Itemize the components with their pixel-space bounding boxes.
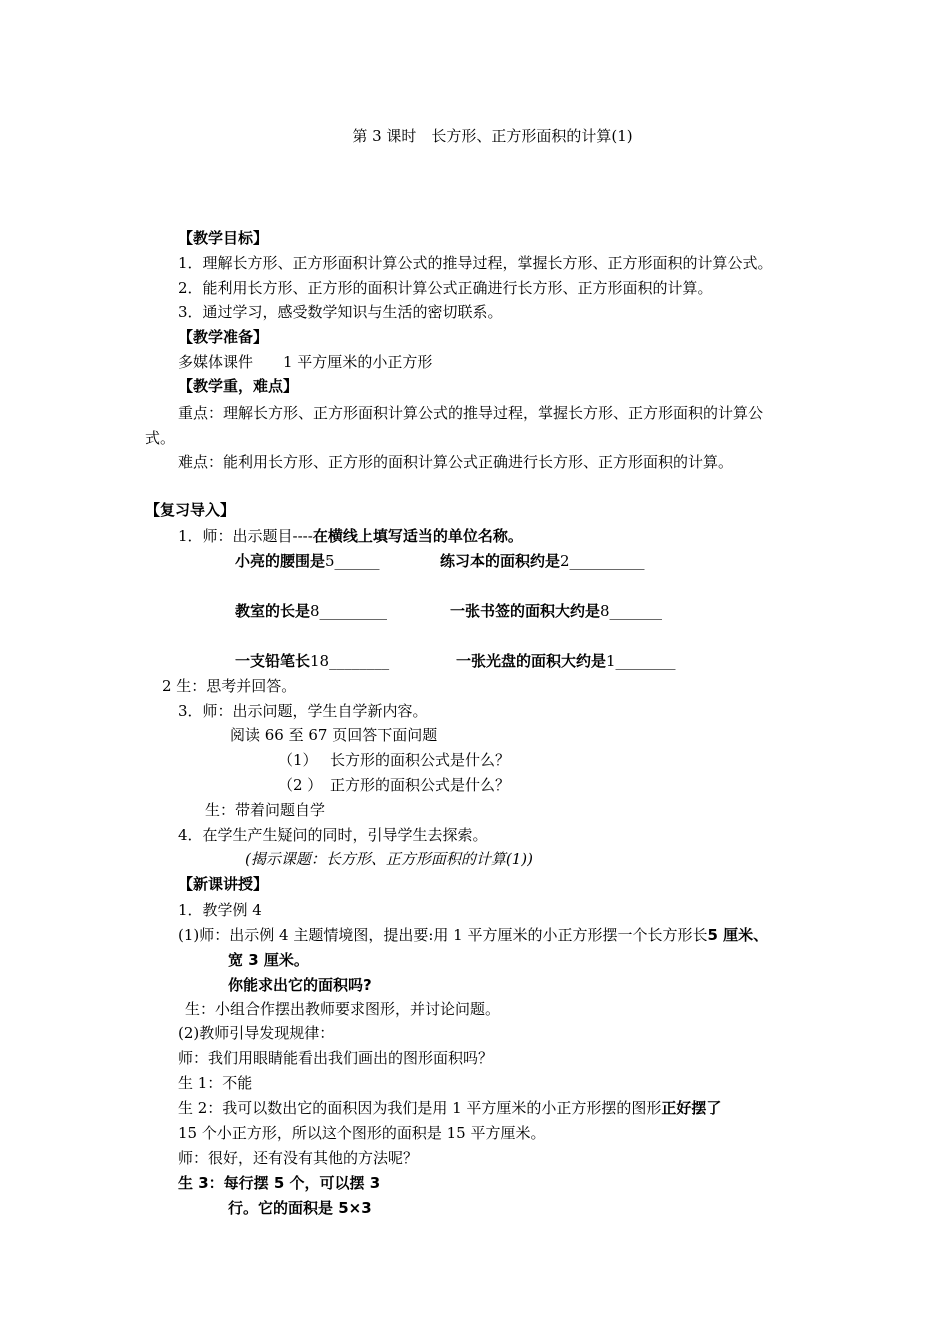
key-point-line: 式。 (145, 429, 176, 447)
key-heading: 【教学重，难点】 (178, 377, 299, 395)
student-2-bold: 正好摆了 (661, 1099, 722, 1117)
question-disc (456, 651, 676, 671)
question-classroom (235, 601, 387, 621)
goal-item: 3．通过学习，感受数学知识与生活的密切联系。 (178, 303, 503, 321)
example-title: 1．教学例 4 (178, 901, 262, 919)
review-heading: 【复习导入】 (145, 501, 236, 519)
paragraph-2: (2)教师引导发现规律： (178, 1024, 335, 1042)
read-instruction: 阅读 66 至 67 页回答下面问题 (230, 726, 438, 744)
student-2-text: 生 2：我可以数出它的面积因为我们是用 1 平方厘米的小正方形摆的图形 (178, 1099, 662, 1117)
question-blank: 8_________ (310, 602, 388, 620)
prep-text: 多媒体课件 1 平方厘米的小正方形 (178, 353, 433, 371)
question-label: 一张书签的面积大约是 (450, 602, 601, 620)
student-2-answer (178, 1098, 721, 1118)
newlesson-heading: 【新课讲授】 (178, 875, 269, 893)
question-pencil (235, 651, 389, 671)
paragraph-1 (178, 925, 768, 945)
review-item-4: 4．在学生产生疑问的同时，引导学生去探索。 (178, 826, 488, 844)
review-item-1-bold: 在横线上填写适当的单位名称。 (312, 527, 523, 545)
student-3-answer-line-2: 行。它的面积是 5×3 (228, 1199, 372, 1217)
sub-question-2-number: （2 ） (278, 776, 323, 794)
goals-heading: 【教学目标】 (178, 229, 269, 247)
review-item-2: 2 生：思考并回答。 (162, 677, 297, 695)
goal-item: 2．能利用长方形、正方形的面积计算公式正确进行长方形、正方形面积的计算。 (178, 279, 713, 297)
question-bookmark (450, 601, 662, 621)
sub-question-1: 长方形的面积公式是什么？ (330, 751, 511, 769)
key-point-line: 重点：理解长方形、正方形面积计算公式的推导过程，掌握长方形、正方形面积的计算公 (178, 404, 764, 422)
difficult-point: 难点：能利用长方形、正方形的面积计算公式正确进行长方形、正方形面积的计算。 (178, 453, 734, 471)
review-item-3: 3．师：出示问题，学生自学新内容。 (178, 702, 428, 720)
goal-item: 1．理解长方形、正方形面积计算公式的推导过程，掌握长方形、正方形面积的计算公式。 (178, 254, 773, 272)
student-self-study: 生：带着问题自学 (205, 801, 326, 819)
prep-heading: 【教学准备】 (178, 328, 269, 346)
paragraph-1-text: (1)师：出示例 4 主题情境图，提出要:用 1 平方厘米的小正方形摆一个长方形长 (178, 926, 708, 944)
student-3-answer: 生 3：每行摆 5 个，可以摆 3 (178, 1174, 381, 1192)
question-blank: 2__________ (560, 552, 645, 570)
student-group-work: 生：小组合作摆出教师要求图形，并讨论问题。 (185, 1000, 501, 1018)
sub-question-2: 正方形的面积公式是什么？ (330, 776, 511, 794)
paragraph-1-bold: 5 厘米、 (707, 926, 769, 944)
question-label: 教室的长是 (235, 602, 311, 620)
teacher-question-1: 师：我们用眼睛能看出我们画出的图形面积吗？ (178, 1049, 494, 1067)
question-blank: 5______ (325, 552, 380, 570)
student-2-answer-line-2: 15 个小正方形，所以这个图形的面积是 15 平方厘米。 (178, 1124, 546, 1142)
question-label: 一张光盘的面积大约是 (456, 652, 607, 670)
question-blank: 18________ (310, 652, 390, 670)
question-blank: 1________ (606, 652, 676, 670)
review-item-1-prefix: 1．师：出示题目---- (178, 527, 313, 545)
question-label: 练习本的面积约是 (440, 552, 561, 570)
review-item-1 (178, 526, 523, 546)
reveal-topic: (揭示课题：长方形、正方形面积的计算(1)) (245, 850, 533, 868)
page-title: 第 3 课时 长方形、正方形面积的计算(1) (352, 127, 633, 145)
question-waist (235, 551, 380, 571)
paragraph-1-line-2: 宽 3 厘米。 (228, 951, 309, 969)
paragraph-1-question: 你能求出它的面积吗? (228, 976, 372, 994)
question-label: 小亮的腰围是 (235, 552, 326, 570)
question-notebook (440, 551, 645, 571)
sub-question-1-number: （1） (278, 751, 318, 769)
question-label: 一支铅笔长 (235, 652, 311, 670)
teacher-question-2: 师：很好，还有没有其他的方法呢？ (178, 1149, 419, 1167)
student-1-answer: 生 1：不能 (178, 1074, 253, 1092)
question-blank: 8_______ (600, 602, 663, 620)
